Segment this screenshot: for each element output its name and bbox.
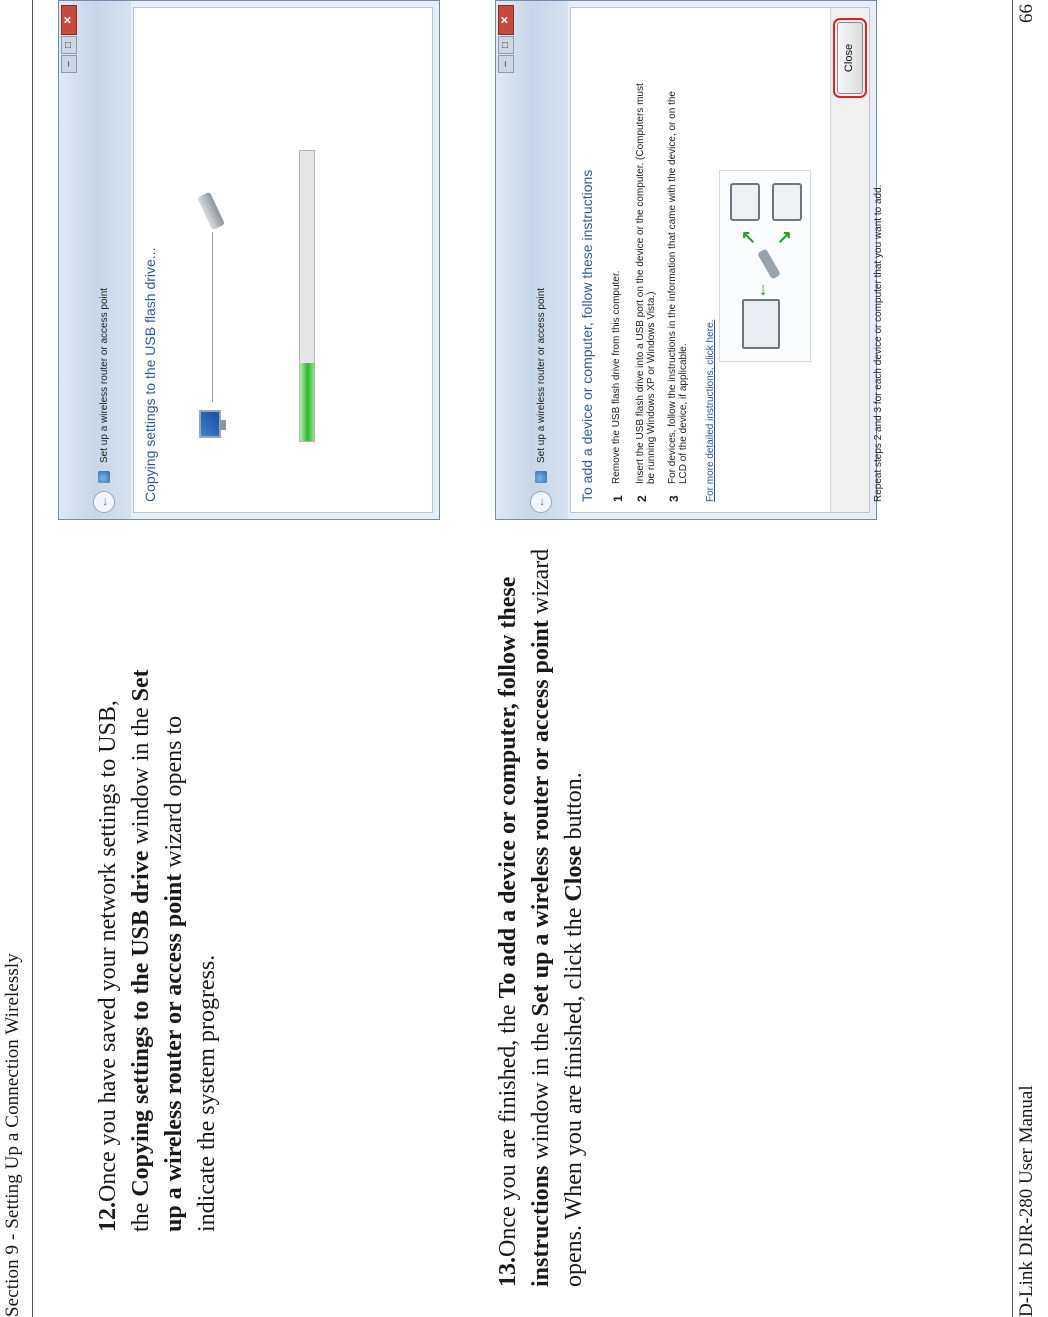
instruction-step xyxy=(635,82,657,502)
copy-content xyxy=(133,7,433,513)
step-text: Insert the USB flash drive into a USB port on the device or the computer. (Computers must be running Windows XP or Windows Vista.) xyxy=(635,83,657,484)
maximize-button[interactable]: □ xyxy=(61,36,77,54)
step-number: 2 xyxy=(635,495,649,502)
arrow-icon: ↘ xyxy=(774,229,794,245)
step-13-window-name: To add a device or computer, follow these instructions xyxy=(495,576,554,1287)
maximize-button[interactable]: □ xyxy=(498,36,514,54)
arrow-icon: ← xyxy=(750,281,770,299)
instruction-step xyxy=(667,82,689,502)
step-12-window-name: Copying settings to the USB drive xyxy=(128,850,154,1197)
arrow-icon: ↗ xyxy=(738,229,758,245)
step-13-text-3: wizard opens. When you are finished, click the xyxy=(528,548,587,1287)
wizard-title: Set up a wireless router or access point xyxy=(98,287,110,463)
instructions-heading: To add a device or computer, follow these instructions xyxy=(579,169,595,502)
usb-drive-icon xyxy=(197,192,225,231)
transfer-line xyxy=(212,232,213,402)
step-12-wizard-name: Set up a wireless router or access point xyxy=(128,669,187,1232)
header-rule xyxy=(32,0,33,1317)
footer-rule xyxy=(1012,0,1013,1317)
step-13-text-1: Once you are finished, the xyxy=(495,998,521,1257)
copy-heading: Copying settings to the USB flash drive... xyxy=(142,247,158,502)
step-12 xyxy=(92,667,224,1232)
step-text: Remove the USB flash drive from this computer. xyxy=(611,270,622,484)
wizard-title: Set up a wireless router or access point xyxy=(535,287,547,463)
window-controls xyxy=(61,5,77,73)
wizard-footer xyxy=(830,8,869,512)
window-controls xyxy=(498,5,514,73)
wizard-nav xyxy=(93,288,115,513)
repeat-note: Repeat steps 2 and 3 for each device or computer that you want to add. xyxy=(873,184,884,502)
back-button[interactable]: ← xyxy=(530,491,552,513)
step-13-number: 13. xyxy=(495,1257,521,1287)
step-13-text-2: window in the xyxy=(528,1016,554,1166)
step-12-text-1: Once you have saved your network settings to USB, the xyxy=(95,700,154,1232)
step-13 xyxy=(492,502,591,1287)
usb-drive-icon xyxy=(757,249,781,280)
window-titlebar xyxy=(496,1,568,519)
copy-progress-fill xyxy=(300,363,314,441)
device-icon xyxy=(772,183,802,221)
page-number: 66 xyxy=(1016,4,1037,23)
step-13-text-4: button. xyxy=(561,772,587,846)
instruction-step xyxy=(611,82,625,502)
close-window-button[interactable]: ✕ xyxy=(61,5,77,35)
step-number: 1 xyxy=(611,495,625,502)
close-window-button[interactable]: ✕ xyxy=(498,5,514,35)
step-12-text-2: window in the xyxy=(128,701,154,851)
step-text: For devices, follow the instructions in the information that came with the device, or on the LCD of the device, if applicable. xyxy=(667,91,689,484)
computer-icon xyxy=(199,408,229,442)
copy-settings-window xyxy=(58,0,440,520)
usb-transfer-illustration xyxy=(719,170,811,362)
step-13-close-label: Close xyxy=(561,845,587,902)
copy-progress-bar xyxy=(299,150,315,442)
step-13-wizard-name: Set up a wireless router or access point xyxy=(528,620,554,1017)
window-titlebar xyxy=(59,1,131,519)
minimize-button[interactable]: – xyxy=(61,55,77,73)
wizard-nav xyxy=(530,288,552,513)
manual-title: D-Link DIR-280 User Manual xyxy=(1016,1085,1037,1317)
wizard-icon xyxy=(535,471,547,483)
instruction-steps xyxy=(611,82,699,502)
instructions-content xyxy=(570,7,884,513)
minimize-button[interactable]: – xyxy=(498,55,514,73)
step-number: 3 xyxy=(667,495,681,502)
printer-icon xyxy=(730,183,760,221)
close-button[interactable]: Close xyxy=(837,22,863,94)
laptop-icon xyxy=(742,299,780,349)
back-button[interactable]: ← xyxy=(93,491,115,513)
step-12-number: 12. xyxy=(95,1202,121,1232)
wizard-icon xyxy=(98,471,110,483)
detailed-instructions-link[interactable]: For more detailed instructions, click here. xyxy=(705,319,716,502)
step-12-text-3: wizard opens to indicate the system progress. xyxy=(161,715,220,1232)
section-header: Section 9 - Setting Up a Connection Wirelessly xyxy=(2,953,23,1317)
instructions-window xyxy=(495,0,884,520)
